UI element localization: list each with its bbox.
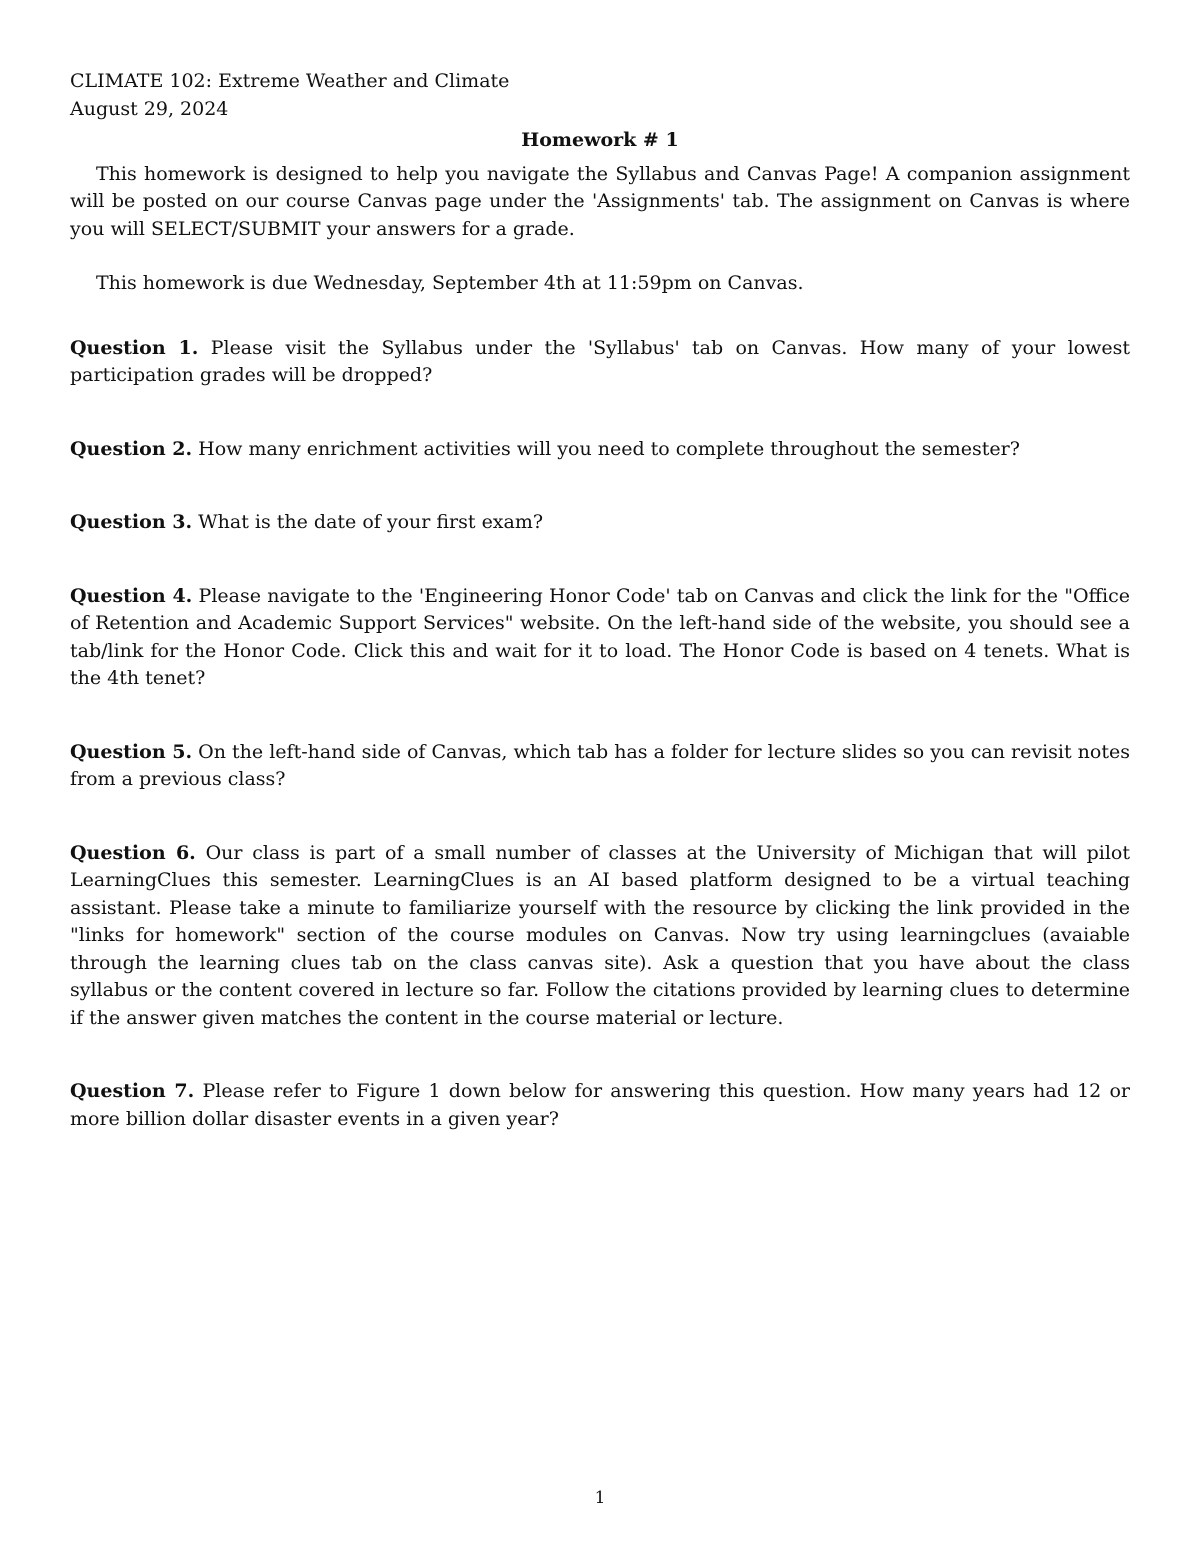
page-number: 1 <box>594 1488 606 1508</box>
question-4-label: Question 4. <box>70 584 193 607</box>
question-7-label: Question 7. <box>70 1080 195 1102</box>
course-title: CLIMATE 102: Extreme Weather and Climate <box>70 70 510 92</box>
question-6-label: Question 6. <box>70 841 196 864</box>
question-1 <box>70 335 1130 390</box>
question-5 <box>70 739 1130 794</box>
question-5-text: On the left-hand side of Canvas, which tab has a folder for lecture slides so you can revisit notes from a previous class? <box>70 740 1130 790</box>
question-6-text: Our class is part of a small number of classes at the University of Michigan that will pilot LearningClues this semester. LearningClues is an AI based platform designed to be a virtual teaching assistant. Please take a minute to familiarize yourself with the resource by clicking the link provided in the "links for homework" section of the course modules on Canvas. Now try using learningclues (avaiable through the learning clues tab on the class canvas site). Ask a question that you have about the class syllabus or the content covered in lecture so far. Follow the citations provided by learning clues to determine if the answer given matches the content in the course material or lecture. <box>70 841 1130 1029</box>
question-4 <box>70 583 1130 693</box>
question-6 <box>70 840 1130 1033</box>
question-1-text: Please visit the Syllabus under the 'Syllabus' tab on Canvas. How many of your lowest participation grades will be dropped? <box>70 336 1130 386</box>
question-2-label: Question 2. <box>70 437 193 460</box>
question-7 <box>70 1078 1130 1133</box>
question-2 <box>70 436 1130 464</box>
document-page <box>70 68 1130 1133</box>
intro-paragraph: This homework is designed to help you navigate the Syllabus and Canvas Page! A companion assignment will be posted on our course Canvas page under the 'Assignments' tab. The assignment on Canvas is where you will SELECT/SUBMIT your answers for a grade. <box>70 162 1130 240</box>
question-2-text: How many enrichment activities will you need to complete throughout the semester? <box>198 437 1020 460</box>
question-4-text: Please navigate to the 'Engineering Honor Code' tab on Canvas and click the link for the "Office of Retention and Academic Support Services" website. On the left-hand side of the website, you should see a tab/link for the Honor Code. Click this and wait for it to load. The Honor Code is based on 4 tenets. What is the 4th tenet? <box>70 584 1130 689</box>
question-1-label: Question 1. <box>70 336 199 359</box>
question-5-label: Question 5. <box>70 740 193 763</box>
question-3 <box>70 509 1130 537</box>
question-7-text: Please refer to Figure 1 down below for answering this question. How many years had 12 or more billion dollar disaster events in a given year? <box>70 1080 1130 1130</box>
question-3-text: What is the date of your first exam? <box>198 511 544 533</box>
due-date-paragraph: This homework is due Wednesday, September 4th at 11:59pm on Canvas. <box>96 272 804 294</box>
question-3-label: Question 3. <box>70 511 193 533</box>
homework-title: Homework # 1 <box>521 129 679 151</box>
document-date: August 29, 2024 <box>70 97 229 120</box>
